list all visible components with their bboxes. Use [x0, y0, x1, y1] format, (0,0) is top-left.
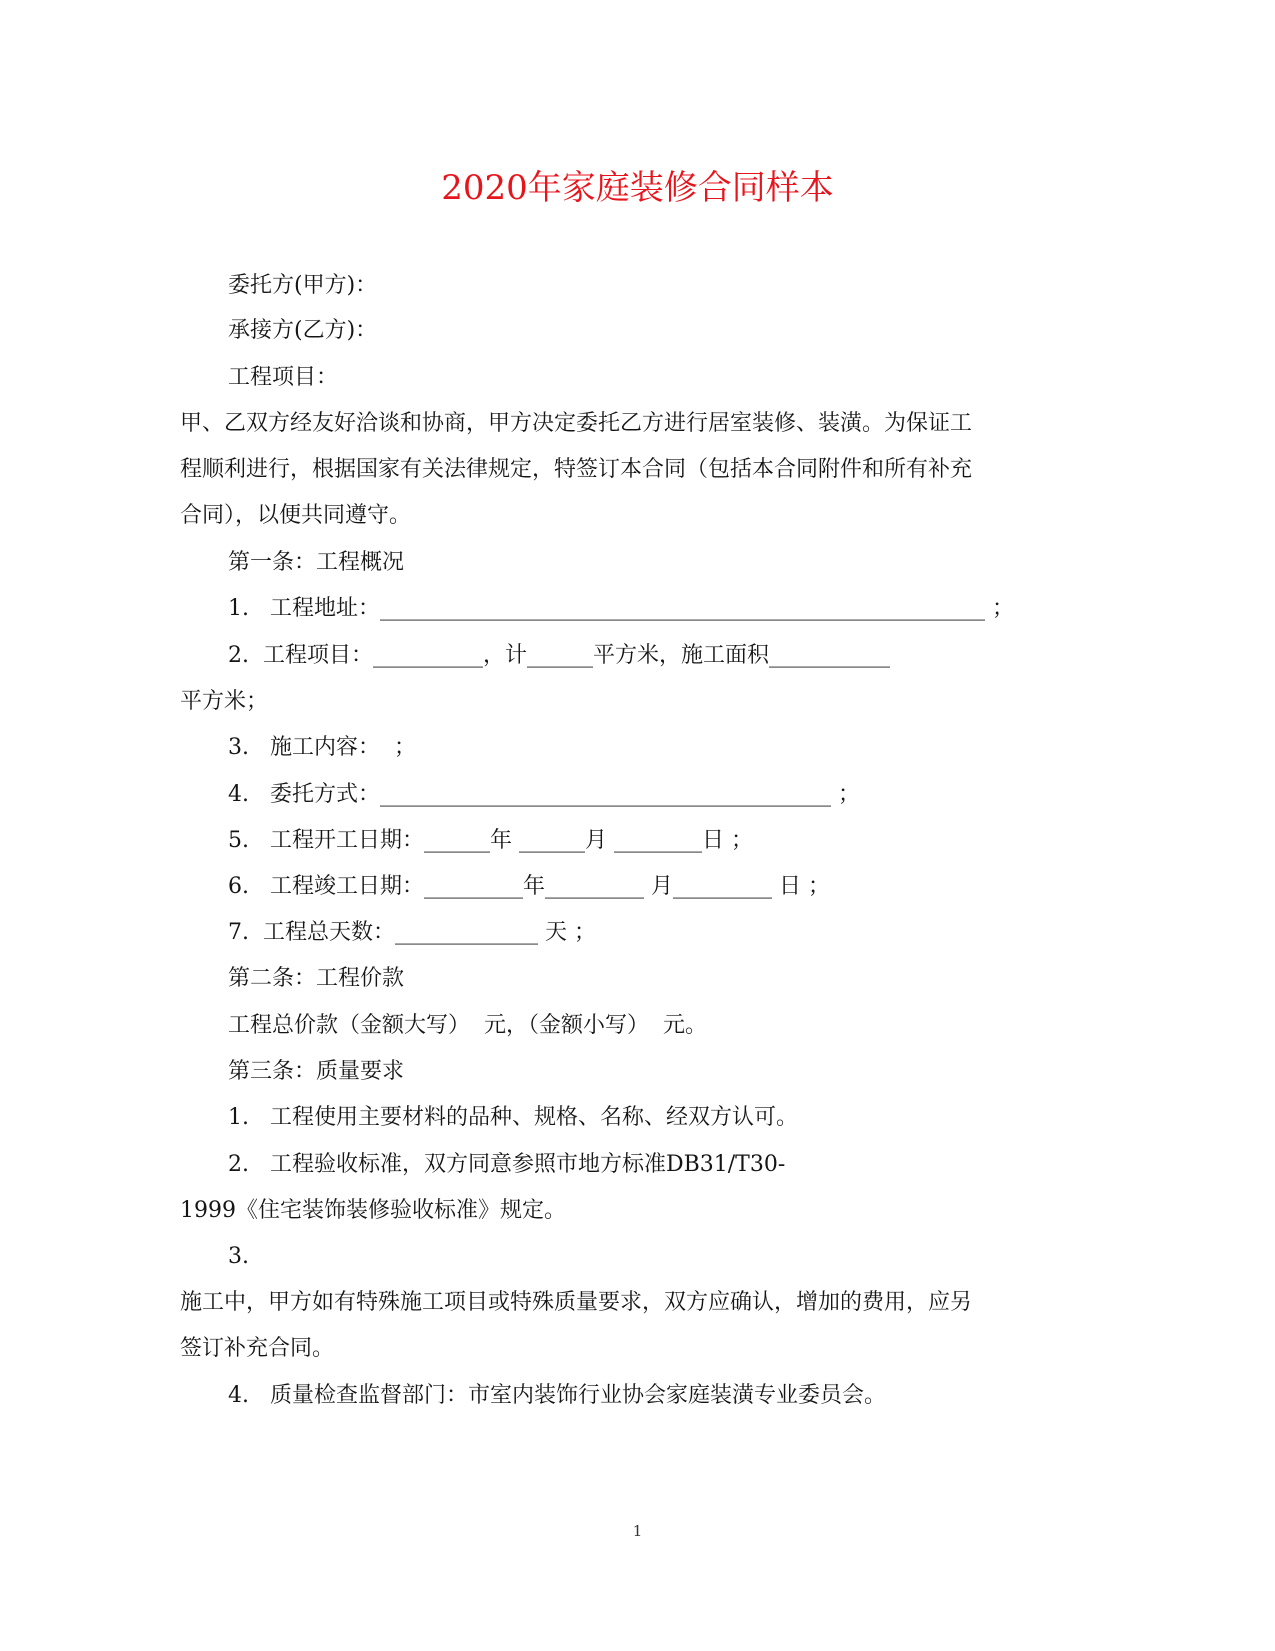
quality-item-3-line-1: 施工中，甲方如有特殊施工项目或特殊质量要求，双方应确认，增加的费用，应另: [180, 1290, 973, 1315]
quality-item-2-cont: 1999《住宅装饰装修验收标准》规定。: [180, 1198, 566, 1223]
page-number: 1: [632, 1522, 643, 1540]
item-content: 3. 施工内容： ；: [228, 735, 416, 760]
quality-item-1: 1. 工程使用主要材料的品种、规格、名称、经双方认可。: [228, 1105, 798, 1130]
item-end-date: 6. 工程竣工日期：_________年_________ 月_________ 日 ；: [228, 874, 830, 899]
project-line: 工程项目：: [228, 365, 339, 390]
document-title: 2020年家庭装修合同样本: [441, 168, 834, 208]
quality-item-3-number: 3.: [228, 1244, 249, 1269]
price-line: 工程总价款（金额大写） 元，（金额小写） 元。: [228, 1013, 707, 1038]
item-address: 1. 工程地址：_______________________________________________________ ；: [228, 596, 1014, 621]
preamble-line-2: 程顺利进行，根据国家有关法律规定，特签订本合同（包括本合同附件和所有补充: [180, 457, 973, 482]
party-a-line: 委托方(甲方)：: [228, 273, 378, 298]
quality-item-3-line-2: 签订补充合同。: [180, 1336, 335, 1361]
item-project-area: 2. 工程项目：__________，计______平方米，施工面积___________: [228, 643, 890, 668]
item-start-date: 5. 工程开工日期：______年 ______月 ________日 ；: [228, 828, 753, 853]
preamble-line-3: 合同），以便共同遵守。: [180, 503, 412, 528]
preamble-line-1: 甲、乙双方经友好洽谈和协商，甲方决定委托乙方进行居室装修、装潢。为保证工: [180, 411, 973, 436]
quality-item-4: 4. 质量检查监督部门：市室内装饰行业协会家庭装潢专业委员会。: [228, 1383, 886, 1408]
item-commission: 4. 委托方式：_________________________________________ ；: [228, 782, 860, 807]
article-3-heading: 第三条：质量要求: [228, 1059, 405, 1084]
item-total-days: 7. 工程总天数：_____________ 天 ；: [228, 920, 596, 945]
quality-item-2: 2. 工程验收标准，双方同意参照市地方标准DB31/T30-: [228, 1152, 786, 1177]
article-1-heading: 第一条：工程概况: [228, 550, 405, 575]
article-2-heading: 第二条：工程价款: [228, 966, 405, 991]
party-b-line: 承接方(乙方)：: [228, 318, 378, 343]
item-area-unit: 平方米；: [180, 689, 269, 714]
